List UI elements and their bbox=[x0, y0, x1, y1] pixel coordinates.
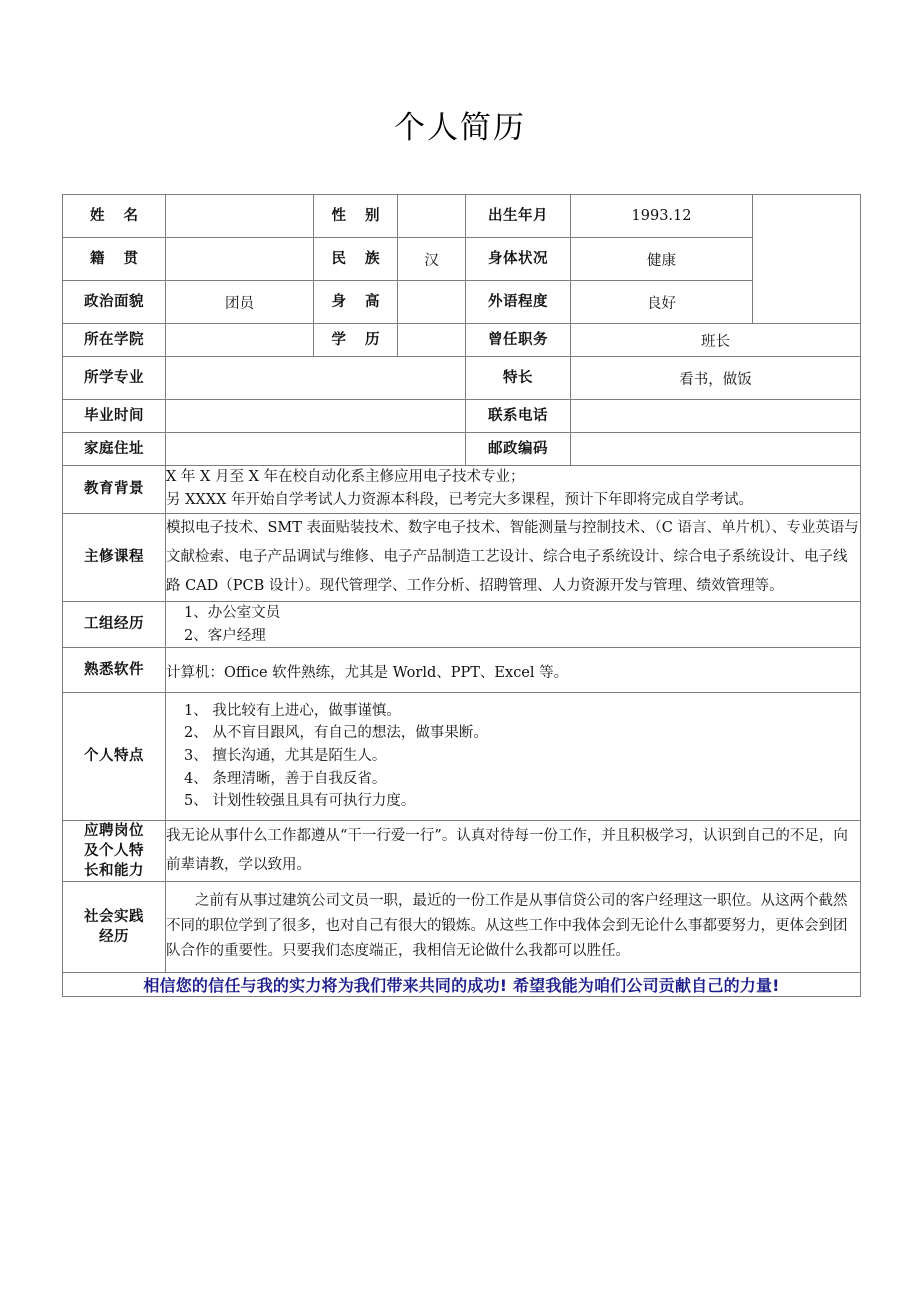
value-postcode[interactable] bbox=[571, 433, 861, 466]
table-row-applied-position bbox=[63, 820, 861, 881]
social-practice-label-line-2: 经历 bbox=[99, 928, 129, 945]
label-phone: 联系电话 bbox=[466, 400, 571, 433]
value-personal-traits bbox=[166, 692, 861, 820]
label-graduation-time: 毕业时间 bbox=[63, 400, 166, 433]
education-background-line-2: 另 XXXX 年开始自学考试人力资源本科段，已考完大多课程，预计下年即将完成自学考试。 bbox=[166, 492, 754, 509]
table-row-education-background bbox=[63, 466, 861, 514]
value-past-position[interactable]: 班长 bbox=[571, 324, 861, 357]
label-software: 熟悉软件 bbox=[63, 648, 166, 692]
label-birthdate: 出生年月 bbox=[466, 195, 571, 238]
label-personal-traits: 个人特点 bbox=[63, 692, 166, 820]
label-education-level: 学 历 bbox=[314, 324, 398, 357]
table-row-college bbox=[63, 324, 861, 357]
value-major[interactable] bbox=[166, 357, 466, 400]
value-education-background bbox=[166, 466, 861, 514]
table-row-major bbox=[63, 357, 861, 400]
resume-table bbox=[62, 194, 861, 997]
value-ethnicity[interactable]: 汉 bbox=[398, 238, 466, 281]
label-political-status: 政治面貌 bbox=[63, 281, 166, 324]
table-row-software bbox=[63, 648, 861, 692]
list-item: 5、 计划性较强且具有可执行力度。 bbox=[184, 793, 416, 810]
label-ethnicity: 民 族 bbox=[314, 238, 398, 281]
table-row-social-practice bbox=[63, 881, 861, 972]
value-phone[interactable] bbox=[571, 400, 861, 433]
label-social-practice bbox=[63, 881, 166, 972]
closing-banner-text: 相信您的信任与我的实力将为我们带来共同的成功! 希望我能为咱们公司贡献自己的力量! bbox=[143, 975, 780, 995]
label-health: 身体状况 bbox=[466, 238, 571, 281]
value-political-status[interactable]: 团员 bbox=[166, 281, 314, 324]
applied-position-label-line-3: 长和能力 bbox=[84, 862, 144, 879]
table-row-closing-banner bbox=[63, 972, 861, 996]
label-college: 所在学院 bbox=[63, 324, 166, 357]
page-title: 个人简历 bbox=[394, 110, 526, 146]
list-item: 4、 条理清晰，善于自我反省。 bbox=[184, 770, 387, 787]
label-main-courses: 主修课程 bbox=[63, 513, 166, 601]
label-education-background: 教育背景 bbox=[63, 466, 166, 514]
value-gender[interactable] bbox=[398, 195, 466, 238]
label-postcode: 邮政编码 bbox=[466, 433, 571, 466]
applied-position-label-line-2: 及个人特 bbox=[84, 842, 144, 859]
table-row-personal-traits bbox=[63, 692, 861, 820]
value-education-level[interactable] bbox=[398, 324, 466, 357]
education-background-line-1: X 年 X 月至 X 年在校自动化系主修应用电子技术专业； bbox=[166, 469, 525, 485]
table-row-native-place bbox=[63, 238, 861, 281]
value-foreign-language[interactable]: 良好 bbox=[571, 281, 753, 324]
value-home-address[interactable] bbox=[166, 433, 466, 466]
table-row-political-status bbox=[63, 281, 861, 324]
value-applied-position: 我无论从事什么工作都遵从“干一行爱一行”。认真对待每一份工作，并且积极学习，认识到自己的不足，向前辈请教，学以致用。 bbox=[166, 820, 861, 881]
value-height[interactable] bbox=[398, 281, 466, 324]
photo-placeholder[interactable] bbox=[753, 195, 861, 324]
value-health[interactable]: 健康 bbox=[571, 238, 753, 281]
table-row-main-courses bbox=[63, 513, 861, 601]
value-software: 计算机：Office 软件熟练，尤其是 World、PPT、Excel 等。 bbox=[166, 648, 861, 692]
label-work-experience: 工组经历 bbox=[63, 601, 166, 647]
table-row-graduation bbox=[63, 400, 861, 433]
value-native-place[interactable] bbox=[166, 238, 314, 281]
value-name[interactable] bbox=[166, 195, 314, 238]
label-height: 身 高 bbox=[314, 281, 398, 324]
table-row-address bbox=[63, 433, 861, 466]
personal-traits-list bbox=[166, 700, 860, 813]
list-item: 1、办公室文员 bbox=[184, 604, 281, 621]
list-item: 3、 擅长沟通，尤其是陌生人。 bbox=[184, 747, 387, 764]
label-specialty: 特长 bbox=[466, 357, 571, 400]
label-name: 姓 名 bbox=[63, 195, 166, 238]
value-specialty[interactable]: 看书，做饭 bbox=[571, 357, 861, 400]
value-social-practice bbox=[166, 881, 861, 972]
list-item: 1、 我比较有上进心，做事谨慎。 bbox=[184, 702, 401, 719]
value-graduation-time[interactable] bbox=[166, 400, 466, 433]
social-practice-label-line-1: 社会实践 bbox=[84, 908, 144, 925]
work-experience-list bbox=[166, 602, 860, 647]
value-work-experience bbox=[166, 601, 861, 647]
applied-position-label-line-1: 应聘岗位 bbox=[84, 822, 144, 839]
list-item: 2、 从不盲目跟风，有自己的想法，做事果断。 bbox=[184, 725, 488, 742]
social-practice-paragraph: 之前有从事过建筑公司文员一职，最近的一份工作是从事信贷公司的客户经理这一职位。从这两个截然不同的职位学到了很多，也对自己有很大的锻炼。从这些工作中我体会到无论什么事都要努力，更体会到团队合作的重要性。只要我们态度端正，我相信无论做什么我都可以胜任。 bbox=[166, 892, 848, 960]
list-item: 2、客户经理 bbox=[184, 627, 266, 644]
label-native-place: 籍 贯 bbox=[63, 238, 166, 281]
label-past-position: 曾任职务 bbox=[466, 324, 571, 357]
label-home-address: 家庭住址 bbox=[63, 433, 166, 466]
value-main-courses: 模拟电子技术、SMT 表面贴装技术、数字电子技术、智能测量与控制技术、（C 语言、单片机）、专业英语与文献检索、电子产品调试与维修、电子产品制造工艺设计、综合电子系统设计、综合电子系统设计、电子线路 CAD（PCB 设计）。现代管理学、工作分析、招聘管理、人力资源开发与管理、绩效管理等。 bbox=[166, 513, 861, 601]
label-applied-position bbox=[63, 820, 166, 881]
table-row-name bbox=[63, 195, 861, 238]
label-gender: 性 别 bbox=[314, 195, 398, 238]
value-college[interactable] bbox=[166, 324, 314, 357]
label-foreign-language: 外语程度 bbox=[466, 281, 571, 324]
value-birthdate[interactable]: 1993.12 bbox=[571, 195, 753, 238]
closing-banner bbox=[63, 972, 861, 996]
table-row-work-experience bbox=[63, 601, 861, 647]
label-major: 所学专业 bbox=[63, 357, 166, 400]
